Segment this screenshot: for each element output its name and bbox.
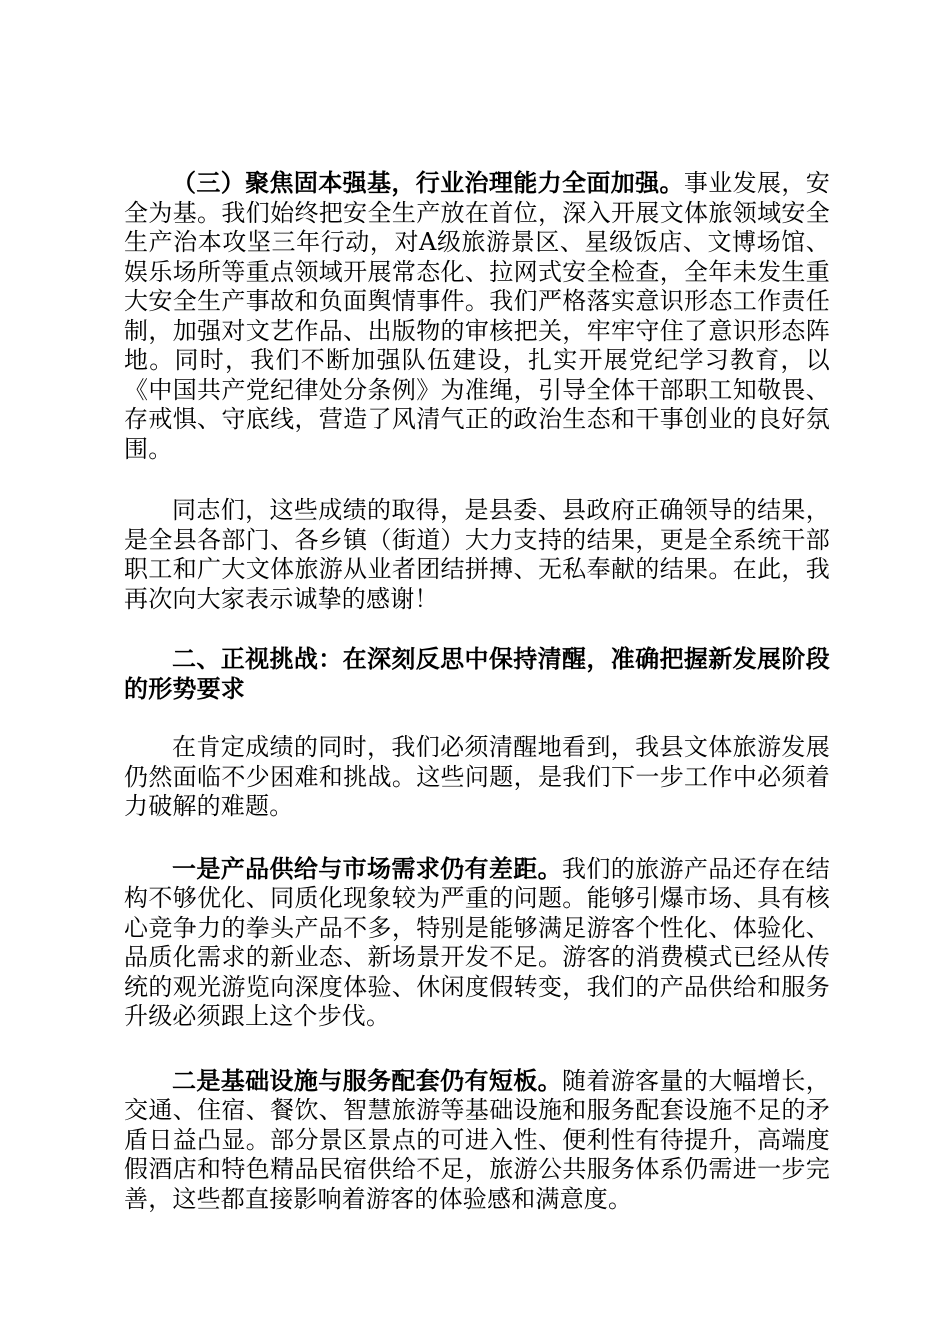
paragraph-infrastructure [124,1066,830,1215]
section-heading-challenges: 二、正视挑战：在深刻反思中保持清醒，准确把握新发展阶段的形势要求 [124,644,830,703]
paragraph-lead: 一是产品供给与市场需求仍有差距。 [172,853,563,883]
paragraph-lead: 二是基础设施与服务配套仍有短板。 [172,1065,563,1095]
paragraph-product-supply [124,854,830,1032]
paragraph-text: 我们的旅游产品还存在结构不够优化、同质化现象较为严重的问题。能够引爆市场、具有核心竞争力的拳头产品不多，特别是能够满足游客个性化、体验化、品质化需求的新业态、新场景开发不足。游客的消费模式已经从传统的观光游览向深度体验、休闲度假转变，我们的产品供给和服务升级必须跟上这个步伐。 [124,854,830,1030]
paragraph-challenges-intro [124,733,830,822]
document-page [124,168,830,1245]
paragraph-industry-governance [124,168,830,464]
paragraph-lead: （三）聚焦固本强基，行业治理能力全面加强。 [172,168,684,197]
paragraph-text: 事业发展，安全为基。我们始终把安全生产放在首位，深入开展文体旅领域安全生产治本攻坚三年行动，对A级旅游景区、星级饭店、文博场馆、娱乐场所等重点领域开展常态化、拉网式安全检查，全年未发生重大安全生产事故和负面舆情事件。我们严格落实意识形态工作责任制，加强对文艺作品、出版物的审核把关，牢牢守住了意识形态阵地。同时，我们不断加强队伍建设，扎实开展党纪学习教育，以《中国共产党纪律处分条例》为准绳，引导全体干部职工知敬畏、存戒惧、守底线，营造了风清气正的政治生态和干事创业的良好氛围。 [124,169,831,463]
paragraph-thanks [124,496,830,614]
paragraph-text: 在肯定成绩的同时，我们必须清醒地看到，我县文体旅游发展仍然面临不少困难和挑战。这些问题，是我们下一步工作中必须着力破解的难题。 [124,733,830,820]
paragraph-text: 随着游客量的大幅增长，交通、住宿、餐饮、智慧旅游等基础设施和服务配套设施不足的矛盾日益凸显。部分景区景点的可进入性、便利性有待提升，高端度假酒店和特色精品民宿供给不足，旅游公共服务体系仍需进一步完善，这些都直接影响着游客的体验感和满意度。 [124,1066,830,1213]
paragraph-text: 同志们，这些成绩的取得，是县委、县政府正确领导的结果，是全县各部门、各乡镇（街道）大力支持的结果，更是全系统干部职工和广大文体旅游从业者团结拼搏、无私奉献的结果。在此，我再次向大家表示诚挚的感谢！ [124,496,830,613]
